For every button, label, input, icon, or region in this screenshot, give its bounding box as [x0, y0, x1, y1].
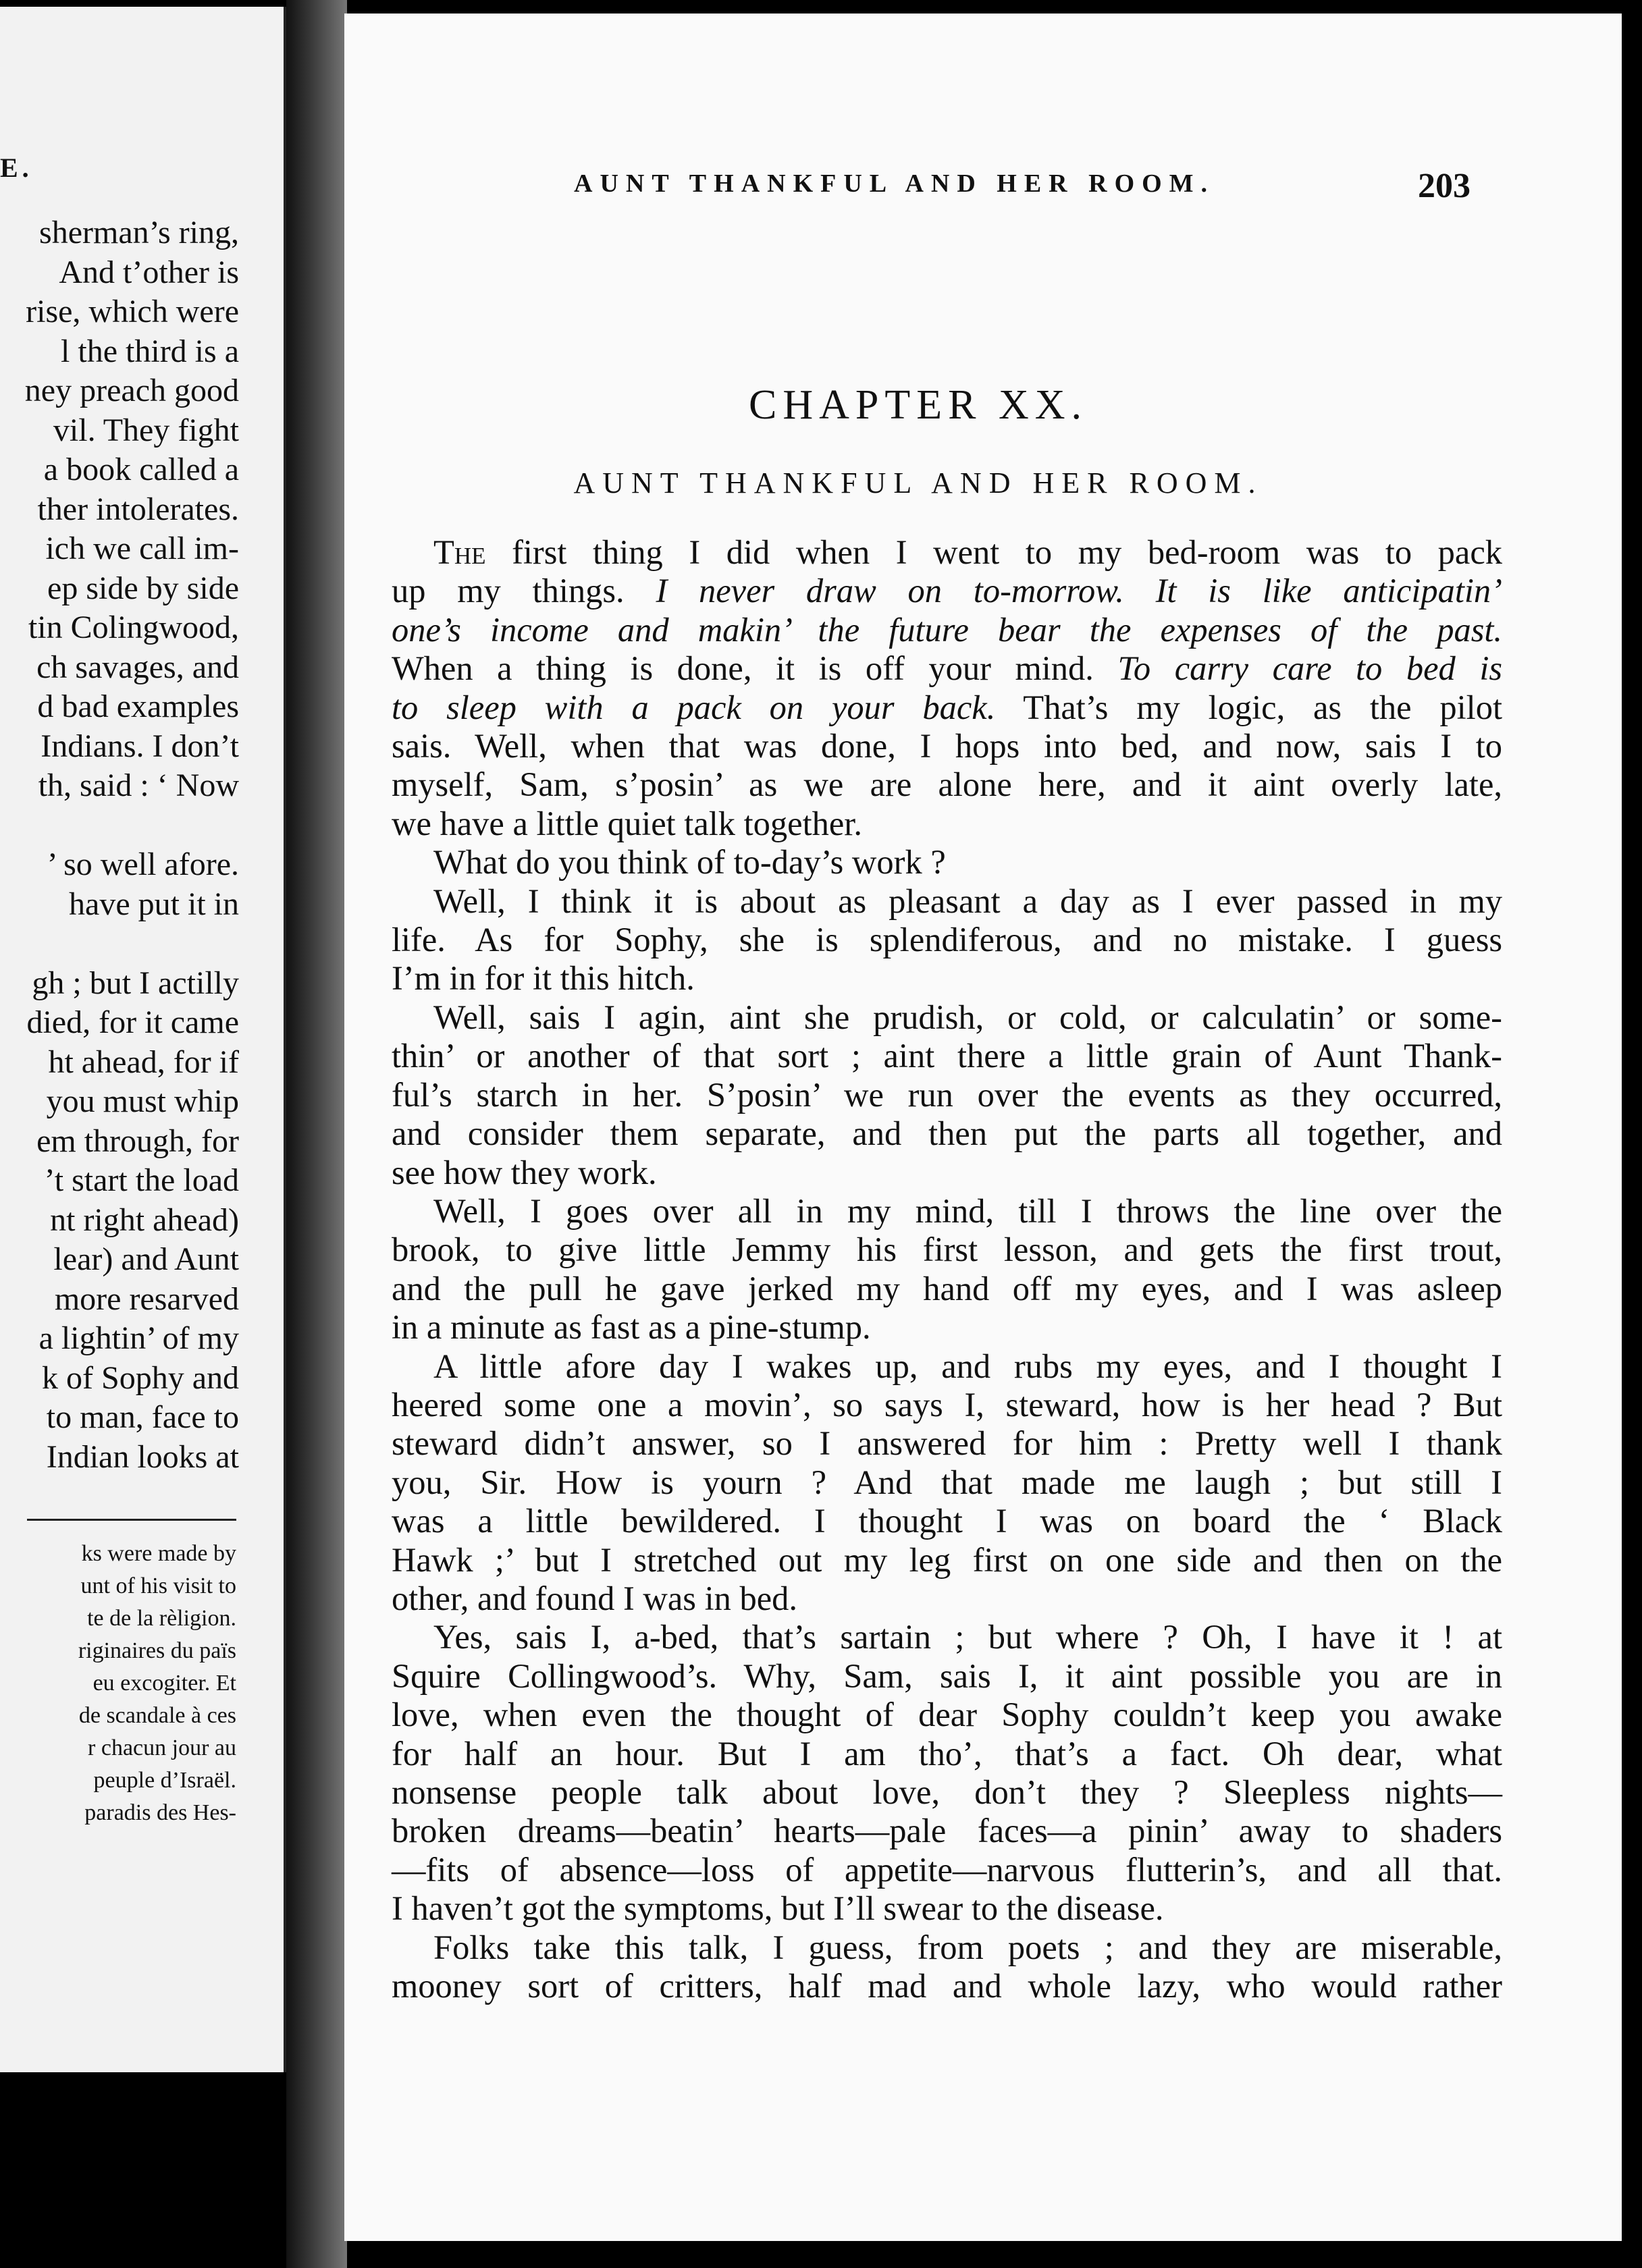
body-line-l38: [392, 1967, 1502, 2005]
left-page-line: l the third is a: [61, 333, 239, 369]
body-line-l8: [392, 805, 1502, 843]
text-run: Well, I think it is about as pleasant a day as I ever passed in my: [433, 882, 1502, 920]
text-run: A little afore day I wakes up, and rubs my eyes, and I thought I: [433, 1347, 1502, 1385]
text-run: Squire Collingwood’s. Why, Sam, sais I, it aint possible you are in: [392, 1656, 1502, 1695]
left-page-line: ney preach good: [24, 373, 239, 408]
text-run: When a thing is done, it is off your mind.: [392, 649, 1118, 688]
text-run: —fits of absence—loss of appetite—narvous flutterin’s, and all that.: [392, 1850, 1502, 1889]
body-line-l29: [392, 1618, 1502, 1656]
text-run: nonsense people talk about love, don’t they ? Sleepless nights—: [392, 1773, 1502, 1811]
body-line-l24: [392, 1424, 1502, 1463]
left-page-line: And t’other is: [59, 254, 239, 290]
body-line-l32: [392, 1735, 1502, 1773]
chapter-subtitle: AUNT THANKFUL AND HER ROOM.: [573, 466, 1263, 500]
footnote-rule: [27, 1519, 236, 1521]
text-run: sais. Well, when that was done, I hops into bed, and now, sais I to: [392, 727, 1502, 765]
body-line-l23: [392, 1386, 1502, 1424]
left-page-line: a book called a: [43, 452, 239, 487]
italic-text: To carry care to bed is: [1117, 649, 1502, 688]
running-header: AUNT THANKFUL AND HER ROOM.: [574, 169, 1215, 198]
body-line-l21: [392, 1308, 1502, 1347]
text-run: I’m in for it this hitch.: [392, 959, 695, 998]
body-line-l33: [392, 1773, 1502, 1812]
text-run: and the pull he gave jerked my hand off my eyes, and I was asleep: [392, 1269, 1502, 1307]
book-gutter: [286, 0, 347, 2268]
left-page-footnote-line: paradis des Hes-: [84, 1800, 236, 1825]
left-page-line: have put it in: [69, 886, 239, 922]
left-page-line: k of Sophy and: [42, 1359, 239, 1396]
body-line-l36: [392, 1889, 1502, 1928]
body-line-l9: [392, 843, 1502, 882]
left-page-line: gh ; but I actilly: [32, 965, 239, 1001]
text-run: love, when even the thought of dear Sophy couldn’t keep you awake: [392, 1696, 1502, 1734]
text-run: mooney sort of critters, half mad and whole lazy, who would rather: [392, 1967, 1502, 2005]
text-run: thin’ or another of that sort ; aint there a little grain of Aunt Thank-: [392, 1037, 1502, 1075]
left-page-line: ther intolerates.: [37, 491, 239, 527]
text-run: ful’s starch in her. S’posin’ we run over the events as they occurred,: [392, 1075, 1502, 1114]
left-page-line: nt right ahead): [50, 1202, 239, 1238]
text-run: Folks take this talk, I guess, from poets ; and they are miserable,: [433, 1928, 1502, 1966]
body-line-l16: [392, 1114, 1502, 1153]
text-run: broken dreams—beatin’ hearts—pale faces—a pinin’ away to shaders: [392, 1812, 1502, 1850]
left-page-line: ’t start the load: [44, 1162, 239, 1198]
left-page-line: a lightin’ of my: [38, 1320, 239, 1356]
left-page-line: ch savages, and: [36, 649, 239, 685]
body-line-l27: [392, 1541, 1502, 1580]
body-line-l5: [392, 688, 1502, 727]
left-page-footnote-line: unt of his visit to: [80, 1573, 236, 1598]
body-line-l15: [392, 1076, 1502, 1114]
text-run: What do you think of to-day’s work ?: [433, 843, 946, 882]
left-page-line: ich we call im-: [45, 531, 239, 566]
text-run: life. As for Sophy, she is splendiferous, and no mistake. I guess: [392, 921, 1502, 959]
body-line-l17: [392, 1154, 1502, 1192]
body-line-l30: [392, 1657, 1502, 1696]
body-line-l12: [392, 959, 1502, 998]
body-line-l20: [392, 1270, 1502, 1308]
left-page-line: died, for it came: [26, 1004, 239, 1040]
left-page-line: em through, for: [36, 1123, 239, 1159]
text-run: we have a little quiet talk together.: [392, 804, 862, 842]
body-line-l22: [392, 1347, 1502, 1386]
body-line-l11: [392, 921, 1502, 959]
left-page-footnote-line: peuple d’Israël.: [93, 1768, 236, 1793]
text-run: up my things.: [392, 572, 656, 610]
left-page-line: ep side by side: [47, 570, 239, 606]
text-run: heered some one a movin’, so says I, steward, how is her head ? But: [392, 1385, 1502, 1424]
left-page-footnote-line: r chacun jour au: [88, 1735, 236, 1760]
text-run: you, Sir. How is yourn ? And that made me laugh ; but still I: [392, 1463, 1502, 1501]
body-line-l26: [392, 1502, 1502, 1540]
chapter-title: CHAPTER XX.: [748, 382, 1088, 428]
left-facing-page: [0, 7, 286, 2072]
left-page-line: to man, face to: [46, 1399, 239, 1435]
italic-text: I never draw on to-morrow. It is like anticipatin’: [656, 572, 1502, 610]
book-page: [344, 14, 1622, 2241]
left-page-footnote-line: ks were made by: [81, 1541, 236, 1566]
left-page-line: vil. They fight: [53, 412, 239, 448]
left-page-line: rise, which were: [26, 294, 239, 329]
body-line-l25: [392, 1463, 1502, 1502]
left-page-line: Indians. I don’t: [41, 728, 239, 764]
italic-text: to sleep with a pack on your back.: [392, 688, 996, 726]
left-page-line: more resarved: [54, 1280, 239, 1317]
left-page-footnote-line: riginaires du païs: [78, 1638, 236, 1663]
left-page-line: ’ so well afore.: [47, 846, 239, 882]
body-line-l18: [392, 1192, 1502, 1231]
text-run: steward didn’t answer, so I answered for him : Pretty well I thank: [392, 1424, 1502, 1463]
text-run: Well, sais I agin, aint she prudish, or cold, or calculatin’ or some-: [433, 998, 1502, 1036]
body-line-l6: [392, 727, 1502, 765]
page-number: 203: [1418, 167, 1471, 205]
body-line-l10: [392, 882, 1502, 921]
left-page-line: lear) and Aunt: [53, 1241, 239, 1277]
body-line-l13: [392, 998, 1502, 1037]
text-run: other, and found I was in bed.: [392, 1579, 798, 1617]
body-line-l14: [392, 1037, 1502, 1075]
left-page-line: [0, 924, 239, 964]
body-line-l37: [392, 1928, 1502, 1967]
body-line-l4: [392, 649, 1502, 688]
body-line-l31: [392, 1696, 1502, 1734]
left-page-line: d bad examples: [37, 688, 239, 724]
chapter-body-text: [392, 533, 1502, 2005]
body-line-l35: [392, 1851, 1502, 1889]
body-line-l1: [392, 533, 1502, 572]
left-page-line: sherman’s ring,: [39, 215, 239, 250]
text-run: Hawk ;’ but I stretched out my leg first on one side and then on the: [392, 1540, 1502, 1579]
text-run: first thing I did when I went to my bed-room was to pack: [485, 533, 1502, 571]
text-run: The: [433, 533, 486, 571]
body-line-l34: [392, 1812, 1502, 1850]
left-page-line: ht ahead, for if: [48, 1044, 239, 1080]
text-run: Well, I goes over all in my mind, till I throws the line over the: [433, 1191, 1502, 1230]
left-page-line: you must whip: [46, 1083, 239, 1119]
text-run: and consider them separate, and then put the parts all together, and: [392, 1114, 1502, 1153]
text-run: myself, Sam, s’posin’ as we are alone here, and it aint overly late,: [392, 765, 1502, 804]
left-page-line: [0, 806, 239, 846]
text-run: in a minute as fast as a pine-stump.: [392, 1308, 871, 1347]
left-page-line: th, said : ‘ Now: [38, 767, 239, 803]
body-line-l2: [392, 572, 1502, 610]
left-page-footnote-line: de scandale à ces: [78, 1703, 236, 1728]
left-page-footnotes: [0, 1538, 236, 1829]
left-page-header-fragment: E.: [0, 153, 33, 183]
left-page-text: [0, 213, 239, 1477]
text-run: Yes, sais I, a-bed, that’s sartain ; but where ? Oh, I have it ! at: [433, 1618, 1502, 1656]
text-run: was a little bewildered. I thought I was on board the ‘ Black: [392, 1502, 1502, 1540]
text-run: brook, to give little Jemmy his first lesson, and gets the first trout,: [392, 1231, 1502, 1269]
left-page-line: tin Colingwood,: [28, 610, 239, 645]
left-page-footnote-line: eu excogiter. Et: [92, 1671, 236, 1696]
text-run: I haven’t got the symptoms, but I’ll swear to the disease.: [392, 1889, 1164, 1928]
body-line-l3: [392, 611, 1502, 649]
text-run: That’s my logic, as the pilot: [995, 688, 1502, 726]
body-line-l28: [392, 1580, 1502, 1618]
text-run: see how they work.: [392, 1153, 657, 1191]
left-page-line: Indian looks at: [46, 1438, 239, 1475]
text-run: for half an hour. But I am tho’, that’s a fact. Oh dear, what: [392, 1734, 1502, 1773]
left-page-footnote-line: te de la rèligion.: [87, 1606, 236, 1631]
italic-text: one’s income and makin’ the future bear the expenses of the past.: [392, 610, 1502, 649]
body-line-l19: [392, 1231, 1502, 1269]
body-line-l7: [392, 765, 1502, 804]
